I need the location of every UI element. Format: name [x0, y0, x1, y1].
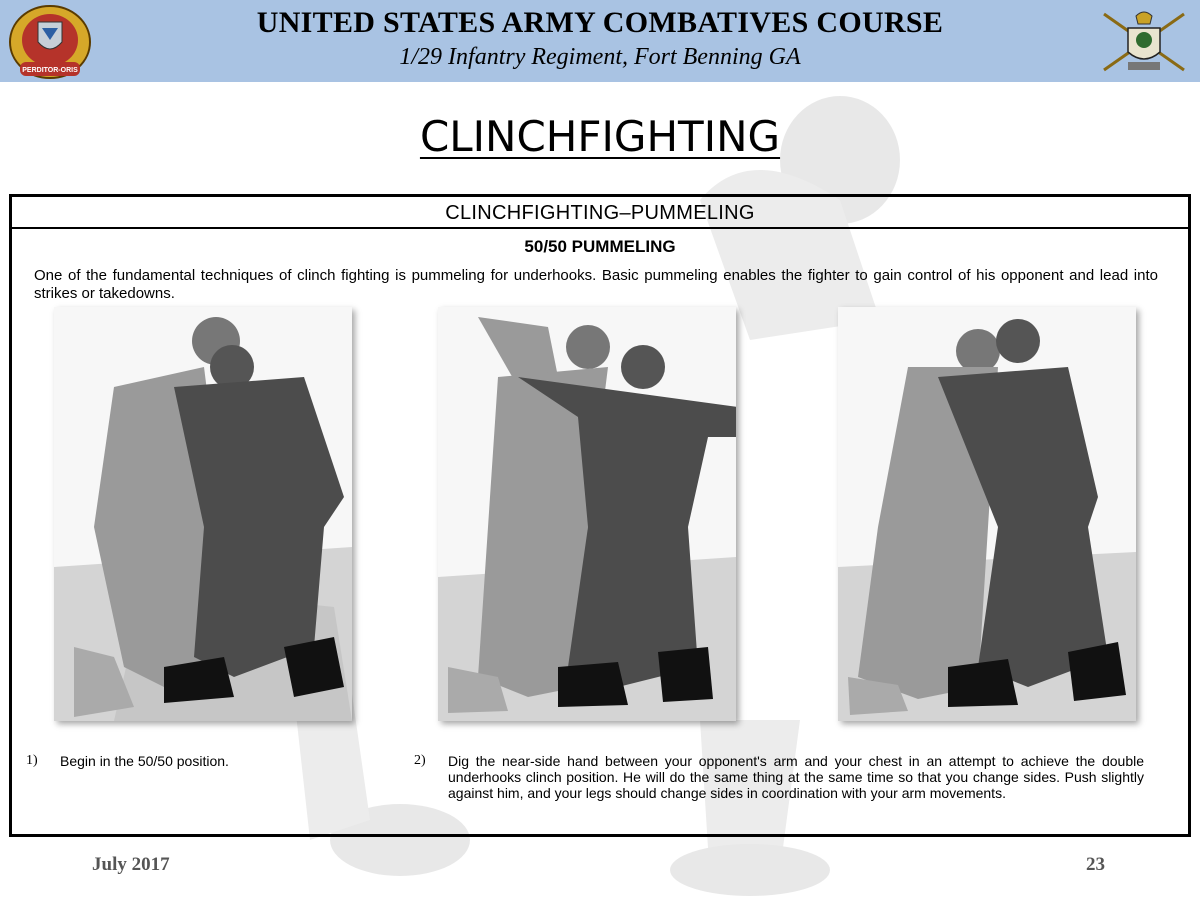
course-title: UNITED STATES ARMY COMBATIVES COURSE: [256, 6, 944, 39]
page-number: 23: [1086, 854, 1105, 875]
step-1-text: Begin in the 50/50 position.: [60, 753, 229, 769]
svg-text:PERDITOR-ORIS: PERDITOR-ORIS: [22, 67, 78, 74]
step-1-number: 1): [26, 753, 38, 768]
technique-subheading: 50/50 PUMMELING: [524, 237, 676, 256]
technique-photo-1: [54, 307, 352, 721]
step-2-text: Dig the near-side hand between your opponent's arm and your chest in an attempt to achieve the double underhooks clinch position. He will do the same thing at the same time so that you change sides. Push slightly against him, and your legs should change sides in coordination with your arm movements.: [448, 753, 1144, 801]
infantry-crest-logo: [1098, 6, 1190, 78]
section-header: CLINCHFIGHTING–PUMMELING: [12, 197, 1188, 229]
header-banner: [0, 0, 1200, 82]
regiment-subtitle: 1/29 Infantry Regiment, Fort Benning GA: [399, 44, 801, 70]
technique-panel: [9, 194, 1191, 837]
footer-date: July 2017: [92, 854, 170, 875]
step-2-number: 2): [414, 753, 426, 768]
page-title: CLINCHFIGHTING: [419, 112, 781, 161]
technique-photo-3: [838, 307, 1136, 721]
technique-photo-2: [438, 307, 736, 721]
technique-intro: One of the fundamental techniques of clinch fighting is pummeling for underhooks. Basic pummeling enables the fighter to gain control of his opponent and lead into strikes or takedowns.: [34, 267, 1158, 302]
